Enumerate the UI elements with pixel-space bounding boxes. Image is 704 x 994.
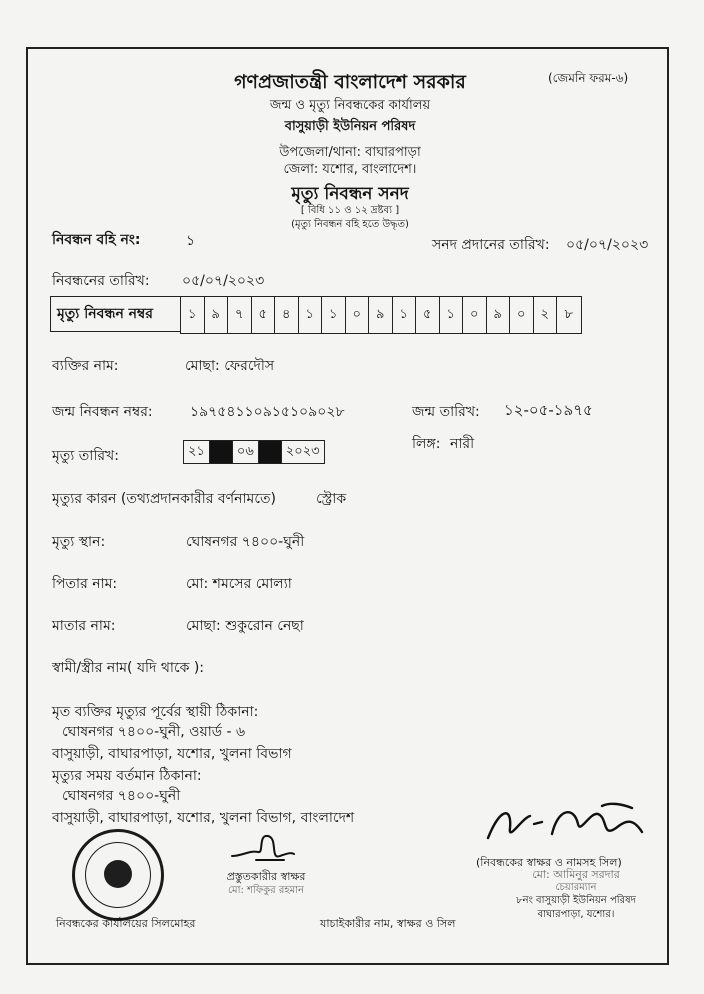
register-book-value: ১	[186, 233, 196, 249]
preparer-signature	[228, 826, 298, 866]
digit-box: ১	[181, 297, 205, 333]
seal-emblem	[104, 860, 132, 888]
register-book-label: নিবন্ধন বহি নং:	[52, 232, 141, 248]
present-address-label: মৃত্যুর সময় বর্তমান ঠিকানা:	[52, 768, 202, 784]
extract-note: (মৃত্যু নিবন্ধন বহি হতে উদ্ধৃত)	[291, 219, 409, 230]
registrar-caption: (নিবন্ধকের স্বাক্ষর ও নামসহ সিল)	[476, 856, 622, 869]
death-reg-no-label: মৃত্যু নিবন্ধন নম্বর	[50, 296, 180, 332]
gender-value: নারী	[450, 436, 475, 452]
present-address-line1: ঘোষনগর ৭৪০০-ঘুনী	[62, 788, 181, 804]
rule-reference: [ বিধি ১১ ও ১২ দ্রষ্টব্য ]	[300, 205, 400, 216]
digit-box: ৫	[416, 297, 440, 333]
cause-label: মৃত্যুর কারন (তথ্যপ্রদানকারীর বর্ণনামতে)	[52, 491, 276, 507]
digit-box: ৪	[275, 297, 299, 333]
verifier-caption: যাচাইকারীর নাম, স্বাক্ষর ও সিল	[320, 917, 456, 930]
perm-address-line2: বাসুয়াড়ী, বাঘারপাড়া, যশোর, খুলনা বিভাগ	[52, 746, 292, 762]
place-value: ঘোষনগর ৭৪০০-ঘুনী	[186, 534, 305, 550]
digit-box: ১	[393, 297, 417, 333]
perm-address-line1: ঘোষনগর ৭৪০০-ঘুনী, ওয়ার্ড - ৬	[62, 724, 246, 740]
registrar-name: মো: আমিনুর সরদার	[532, 868, 620, 881]
birth-date-label: জন্ম তারিখ:	[412, 404, 480, 420]
digit-box: ০	[346, 297, 370, 333]
form-number: (জেমনি ফরম-৬)	[548, 71, 629, 85]
mother-label: মাতার নাম:	[52, 618, 116, 634]
office-seal-caption: নিবন্ধকের কার্যালয়ের সিলমোহর	[56, 917, 196, 930]
office-name: জন্ম ও মৃত্যু নিবন্ধকের কার্যালয়	[269, 98, 431, 113]
death-date-label: মৃত্যু তারিখ:	[52, 448, 119, 464]
issue-date-label: সনদ প্রদানের তারিখ:	[432, 237, 550, 253]
digit-box: ০	[463, 297, 487, 333]
registrar-address: বাঘারপাড়া, যশোর।	[537, 909, 615, 920]
death-month: ০৬	[233, 441, 259, 463]
registrar-signature	[482, 798, 652, 850]
separator-block	[210, 441, 233, 463]
person-name-label: ব্যক্তির নাম:	[52, 358, 119, 374]
digit-box: ৯	[487, 297, 511, 333]
certificate-title: মৃত্যু নিবন্ধন সনদ	[291, 184, 409, 204]
digit-box: ৫	[252, 297, 276, 333]
registrar-union: ৮নং বাসুয়াড়ী ইউনিয়ন পরিষদ	[516, 895, 636, 906]
person-name-value: মোছা: ফেরদৌস	[185, 358, 275, 374]
father-value: মো: শমসের মোল্যা	[186, 576, 292, 592]
gender-label: লিঙ্গ:	[412, 436, 441, 452]
district: জেলা: যশোর, বাংলাদেশ।	[283, 162, 417, 177]
digit-box: ০	[510, 297, 534, 333]
union-seal	[72, 829, 164, 921]
digit-box: ৯	[369, 297, 393, 333]
preparer-name: মো: শফিকুর রহমান	[228, 885, 304, 896]
issue-date-value: ০৫/০৭/২০২৩	[566, 237, 649, 253]
upazila: উপজেলা/থানা: বাঘারপাড়া	[279, 145, 421, 160]
birth-date-value: ১২-০৫-১৯৭৫	[504, 401, 593, 419]
spouse-label: স্বামী/স্ত্রীর নাম( যদি থাকে ):	[52, 660, 205, 676]
death-reg-no-boxes	[180, 296, 582, 334]
reg-date-label: নিবন্ধনের তারিখ:	[52, 273, 150, 289]
registrar-designation: চেয়ারম্যান	[555, 882, 597, 893]
cause-value: স্ট্রোক	[316, 491, 347, 507]
preparer-caption: প্রস্তুতকারীর স্বাক্ষর	[226, 870, 306, 883]
father-label: পিতার নাম:	[52, 576, 118, 592]
digit-box: ১	[440, 297, 464, 333]
perm-address-label: মৃত ব্যক্তির মৃত্যুর পূর্বের স্থায়ী ঠিকানা:	[52, 704, 259, 720]
present-address-line2: বাসুয়াড়ী, বাঘারপাড়া, যশোর, খুলনা বিভাগ, বাংলাদেশ	[52, 810, 355, 826]
birth-reg-value: ১৯৭৫৪১১০৯১৫১০৯০২৮	[190, 404, 345, 420]
digit-box: ২	[534, 297, 558, 333]
seal-inner-ring	[85, 842, 151, 908]
digit-box: ৭	[228, 297, 252, 333]
govt-title: গণপ্রজাতন্ত্রী বাংলাদেশ সরকার	[234, 71, 466, 93]
digit-box: ৮	[564, 306, 573, 322]
digit-box: ৯	[205, 297, 229, 333]
birth-reg-label: জন্ম নিবন্ধন নম্বর:	[52, 404, 153, 420]
separator-block	[259, 441, 282, 463]
place-label: মৃত্যু স্থান:	[52, 534, 106, 550]
digit-box: ১	[299, 297, 323, 333]
death-day: ২১	[184, 441, 210, 463]
mother-value: মোছা: শুকুরোন নেছা	[186, 618, 304, 634]
reg-date-value: ০৫/০৭/২০২৩	[182, 273, 265, 289]
death-date-boxes	[183, 440, 325, 464]
union-name: বাসুয়াড়ী ইউনিয়ন পরিষদ	[284, 119, 416, 134]
death-year: ২০২৩	[285, 443, 320, 459]
digit-box: ১	[322, 297, 346, 333]
